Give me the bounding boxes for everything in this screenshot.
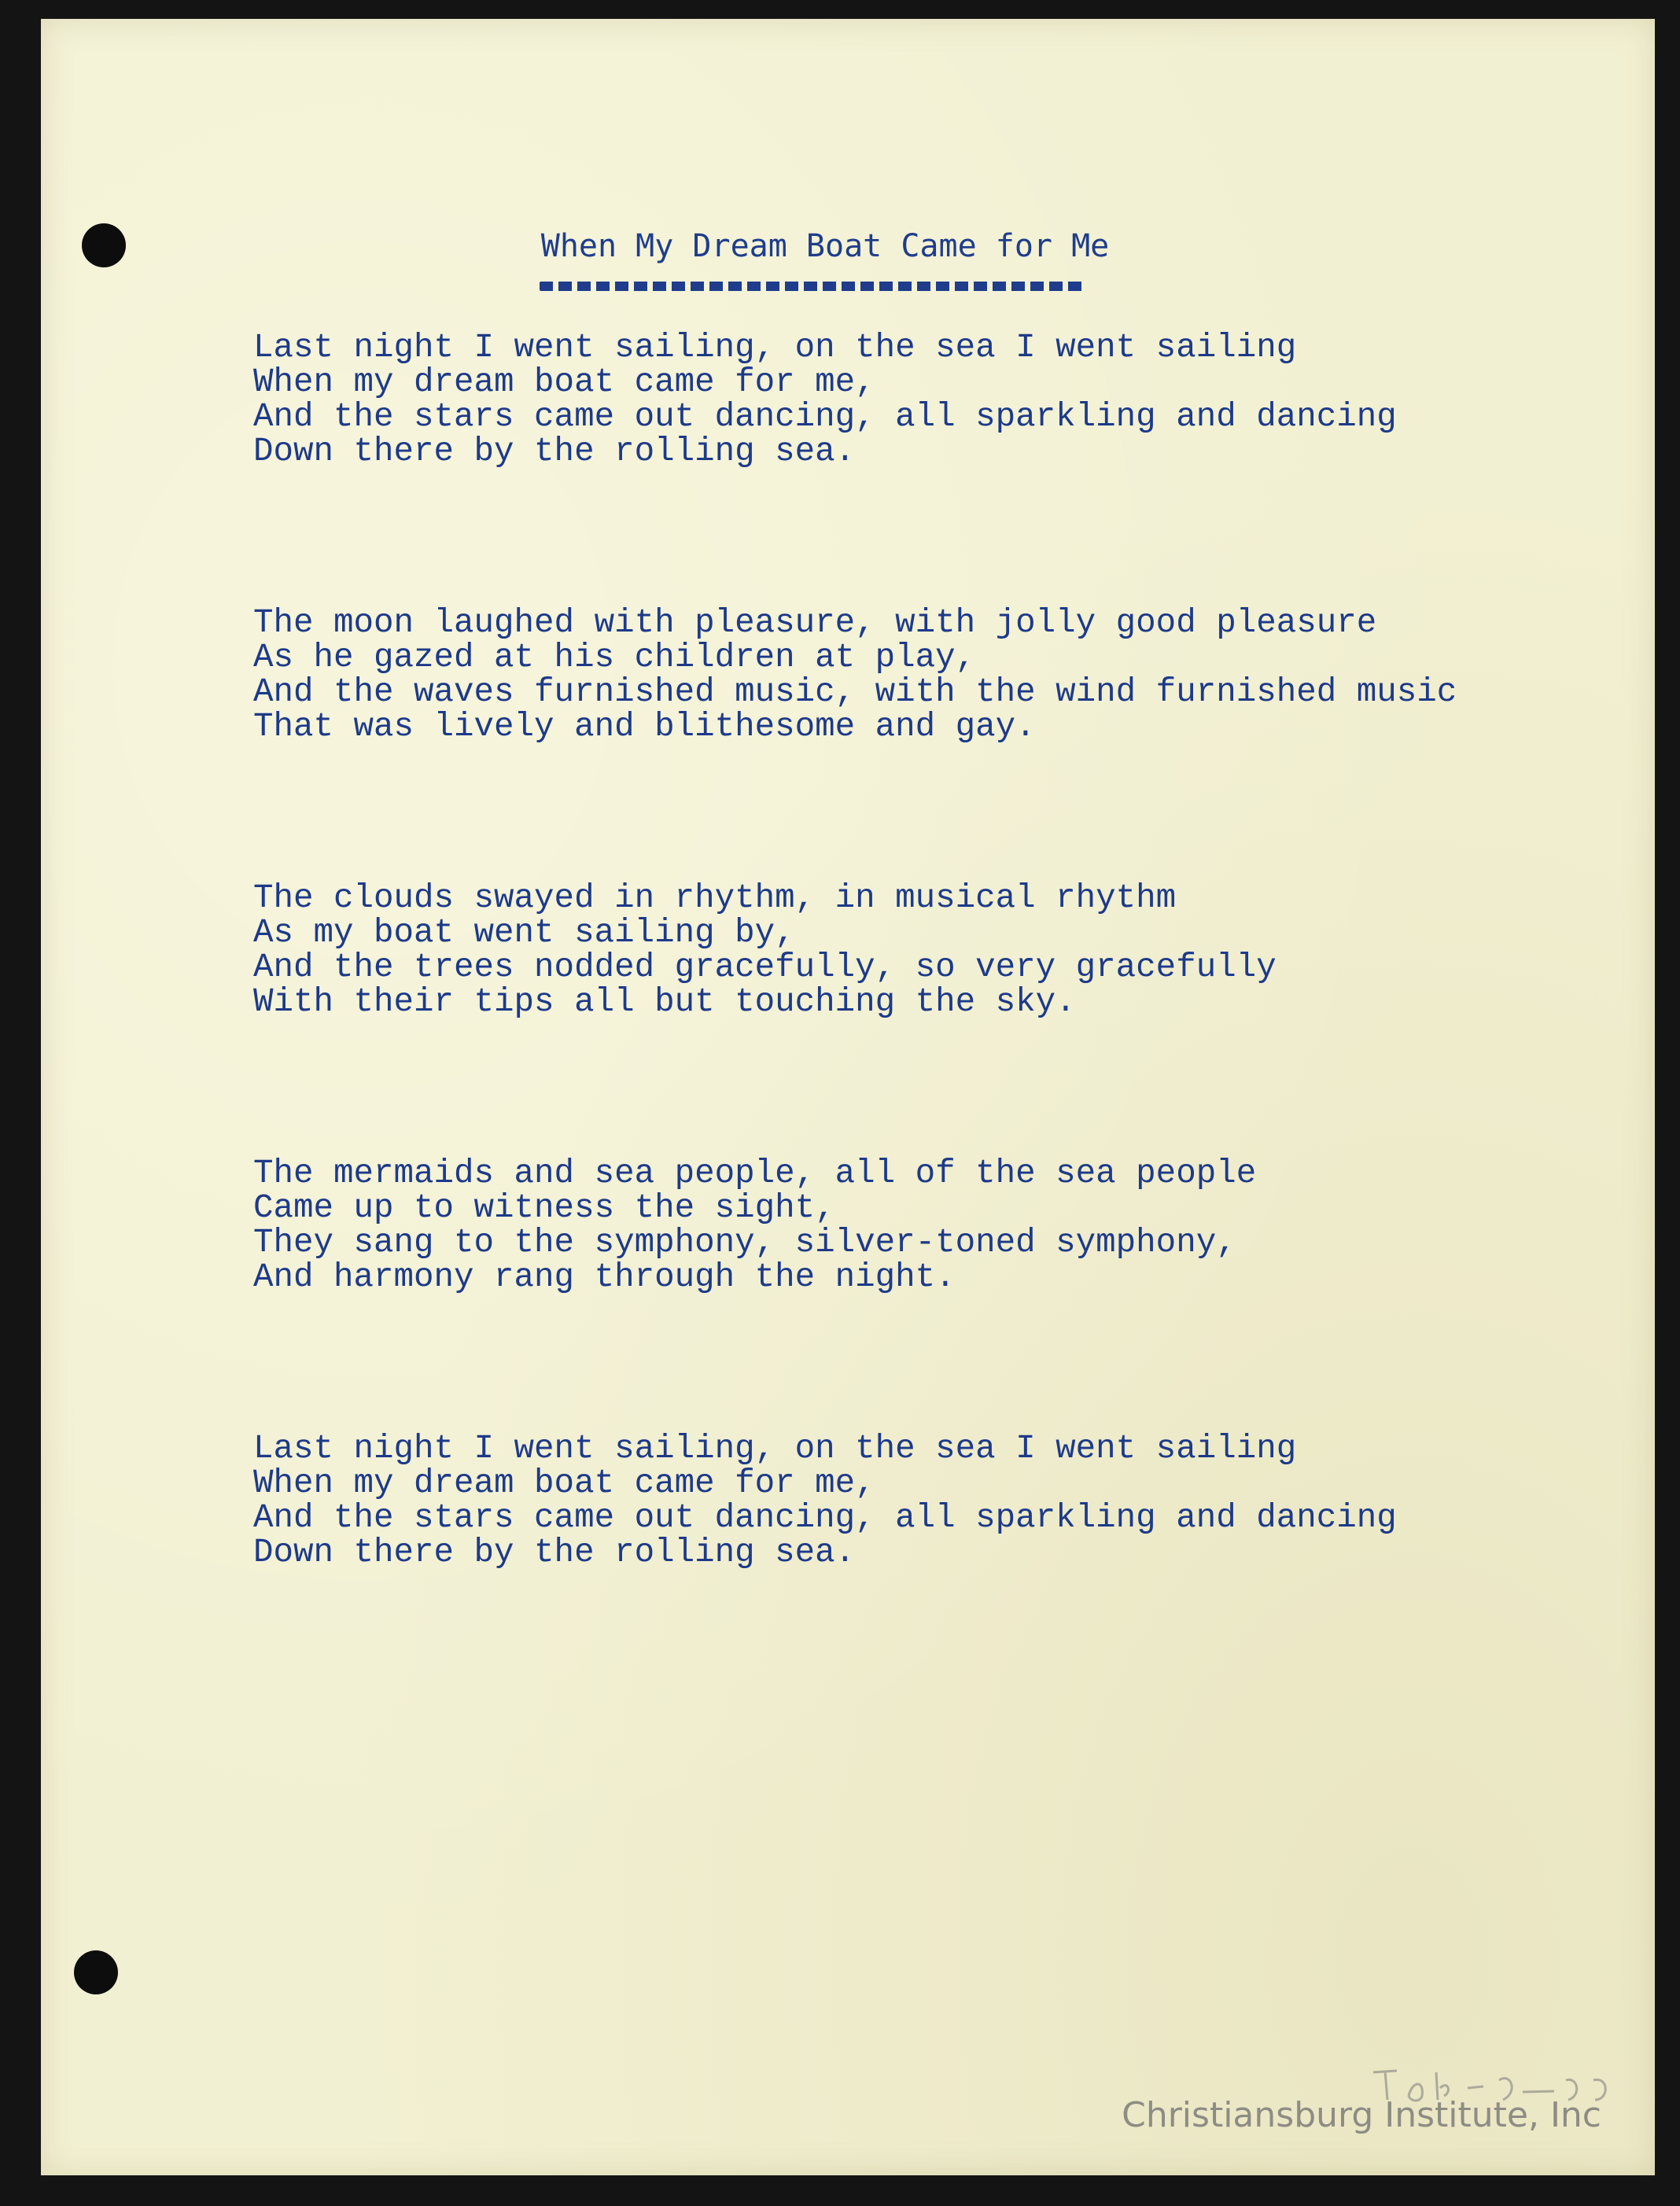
poem-body: [253, 330, 1457, 1707]
poem-line: That was lively and blithesome and gay.: [253, 708, 1036, 746]
poem-line: Last night I went sailing, on the sea I went sailing: [253, 1430, 1297, 1468]
stanza: [253, 1156, 1457, 1295]
poem-line: With their tips all but touching the sky.: [253, 983, 1076, 1021]
poem-line: They sang to the symphony, silver-toned symphony,: [253, 1224, 1236, 1261]
stanza: [253, 881, 1457, 1019]
poem-line: And harmony rang through the night.: [253, 1258, 956, 1296]
poem-line: Down there by the rolling sea.: [253, 1534, 856, 1571]
poem-line: And the stars came out dancing, all sparkling and dancing: [253, 398, 1397, 436]
poem-line: As my boat went sailing by,: [253, 914, 795, 952]
stanza: [253, 1431, 1457, 1570]
poem-line: As he gazed at his children at play,: [253, 639, 976, 676]
poem-line: The mermaids and sea people, all of the sea people: [253, 1155, 1257, 1192]
stanza: [253, 330, 1457, 469]
poem-line: And the stars came out dancing, all sparkling and dancing: [253, 1499, 1397, 1537]
poem-title: When My Dream Boat Came for Me: [540, 228, 1110, 264]
poem-line: And the waves furnished music, with the wind furnished music: [253, 673, 1457, 711]
watermark: Christiansburg Institute, Inc: [1122, 2095, 1601, 2135]
poem-line: Came up to witness the sight,: [253, 1189, 835, 1227]
poem-line: Down there by the rolling sea.: [253, 433, 856, 470]
punch-hole-bottom: [74, 1950, 118, 1994]
poem-line: The clouds swayed in rhythm, in musical rhythm: [253, 879, 1177, 917]
poem-line: When my dream boat came for me,: [253, 1464, 875, 1502]
poem-line: When my dream boat came for me,: [253, 363, 875, 401]
poem-line: Last night I went sailing, on the sea I went sailing: [253, 329, 1297, 366]
poem-line: And the trees nodded gracefully, so very gracefully: [253, 948, 1277, 986]
poem-line: The moon laughed with pleasure, with jolly good pleasure: [253, 604, 1377, 642]
title-underline: [540, 282, 1087, 291]
stanza: [253, 606, 1457, 744]
